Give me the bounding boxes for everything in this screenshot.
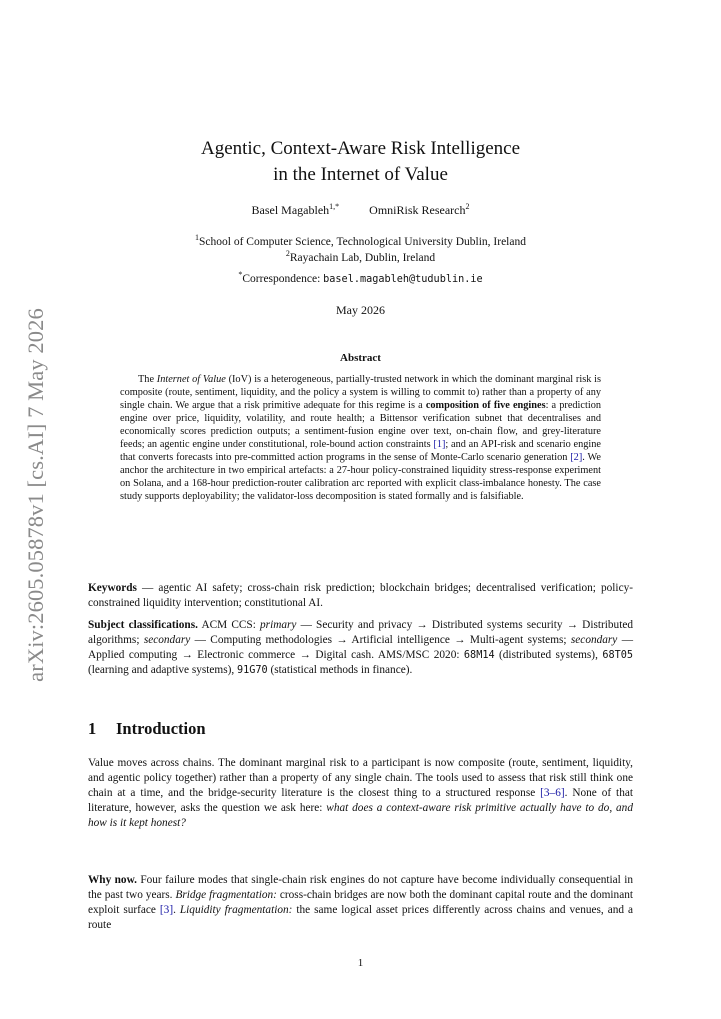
keywords: Keywords — agentic AI safety; cross-chain risk prediction; blockchain bridges; decentralised verification; policy-constrained liquidity intervention; constitutional AI. [88, 582, 633, 609]
paragraph-label: Why now. [88, 874, 137, 886]
affiliations [88, 234, 633, 266]
citation-link[interactable]: [3–6] [540, 787, 565, 799]
author-superscript: 2 [465, 202, 470, 211]
publication-date: May 2026 [336, 303, 385, 317]
paper-title [88, 136, 633, 188]
affiliation-line: $^1$School of Computer Science, Technological University Dublin, Ireland [195, 233, 526, 248]
author-superscript: 1,* [329, 202, 340, 211]
author-name: OmniRisk Research [369, 203, 466, 217]
affiliation-line: $^2$Rayachain Lab, Dublin, Ireland [285, 249, 436, 264]
title-line-2: in the Internet of Value [273, 164, 448, 185]
abstract-heading: Abstract [340, 352, 381, 364]
section-title: Introduction [116, 719, 206, 738]
author-name: Basel Magableh [251, 203, 330, 217]
section-heading [88, 719, 206, 739]
citation-link[interactable]: [1] [433, 438, 446, 450]
title-line-1: Agentic, Context-Aware Risk Intelligence [200, 138, 521, 159]
page-number: 1 [357, 957, 364, 969]
citation-link[interactable]: [3] [159, 904, 174, 916]
arxiv-identifier[interactable]: arXiv:2605.05878v1 [cs.AI] 7 May 2026 [23, 308, 48, 682]
keywords-label: Keywords [88, 582, 137, 594]
subject-classifications: Subject classifications. ACM CCS: primary — Security and privacy → Distributed systems security → Distributed algorithms; secondary — Computing methodologies → Artificial intelligence → Multi-agent systems; secondary — Applied computing → Electronic commerce → Digital cash. AMS/MSC 2020: 68M14 (distributed systems), 68T05 (learning and adaptive systems), 91G70 (statistical methods in finance). [88, 619, 633, 676]
subjects-label: Subject classifications. [88, 619, 198, 631]
author-list [88, 203, 633, 218]
section-number: 1 [88, 719, 97, 738]
why-now-paragraph: Why now. Four failure modes that single-chain risk engines do not capture have become individually consequential in the past two years. Bridge fragmentation: cross-chain bridges are now both the dominant capital route and the dominant exploit surface [3]. Liquidity fragmentation: the same logical asset prices differently across chains and venues, and a route [88, 874, 633, 931]
correspondence: *Correspondence: basel.magableh@tudublin.ie [238, 270, 483, 285]
citation-link[interactable]: [2] [570, 451, 583, 463]
arxiv-sidebar [16, 300, 56, 690]
abstract-text: The Internet of Value (IoV) is a heterogeneous, partially-trusted network in which the dominant marginal risk is composite (route, sentiment, liquidity, and the policy a system is willing to commit to) rather than a property of any single chain. We argue that a risk primitive adequate for this regime is a composition of five engines: a prediction engine over price, liquidity, volatility, and route health; a Bittensor verification subnet that decentralises and economically scores prediction outputs; a sentiment-fusion engine over text, on-chain flow, and grey-literature feeds; an agentic engine under constitutional, role-bound action constraints [1]; and an API-risk and scenario engine that converts forecasts into pre-committed action programs in the sense of Monte-Carlo scenario generation [2]. We anchor the architecture in two empirical artefacts: a 27-hour policy-constrained liquidity stress-response experiment on Solana, and a 168-hour prediction-router calibration arc reported with explicit class-imbalance honesty. The case study supports deployability; the validator-loss decomposition is stated formally and is falsifiable. [120, 374, 601, 502]
correspondence-email[interactable]: basel.magableh@tudublin.ie [323, 274, 483, 285]
intro-paragraph: Value moves across chains. The dominant marginal risk to a participant is now composite (route, sentiment, liquidity, and agentic policy together) rather than a property of any single chain. The tools used to assess that risk still think one chain at a time, and the bridge-security literature is the closest thing to a structured response [3–6]. None of that literature, however, asks the question we ask here: what does a context-aware risk primitive actually have to do, and how is it kept honest? [88, 757, 633, 829]
